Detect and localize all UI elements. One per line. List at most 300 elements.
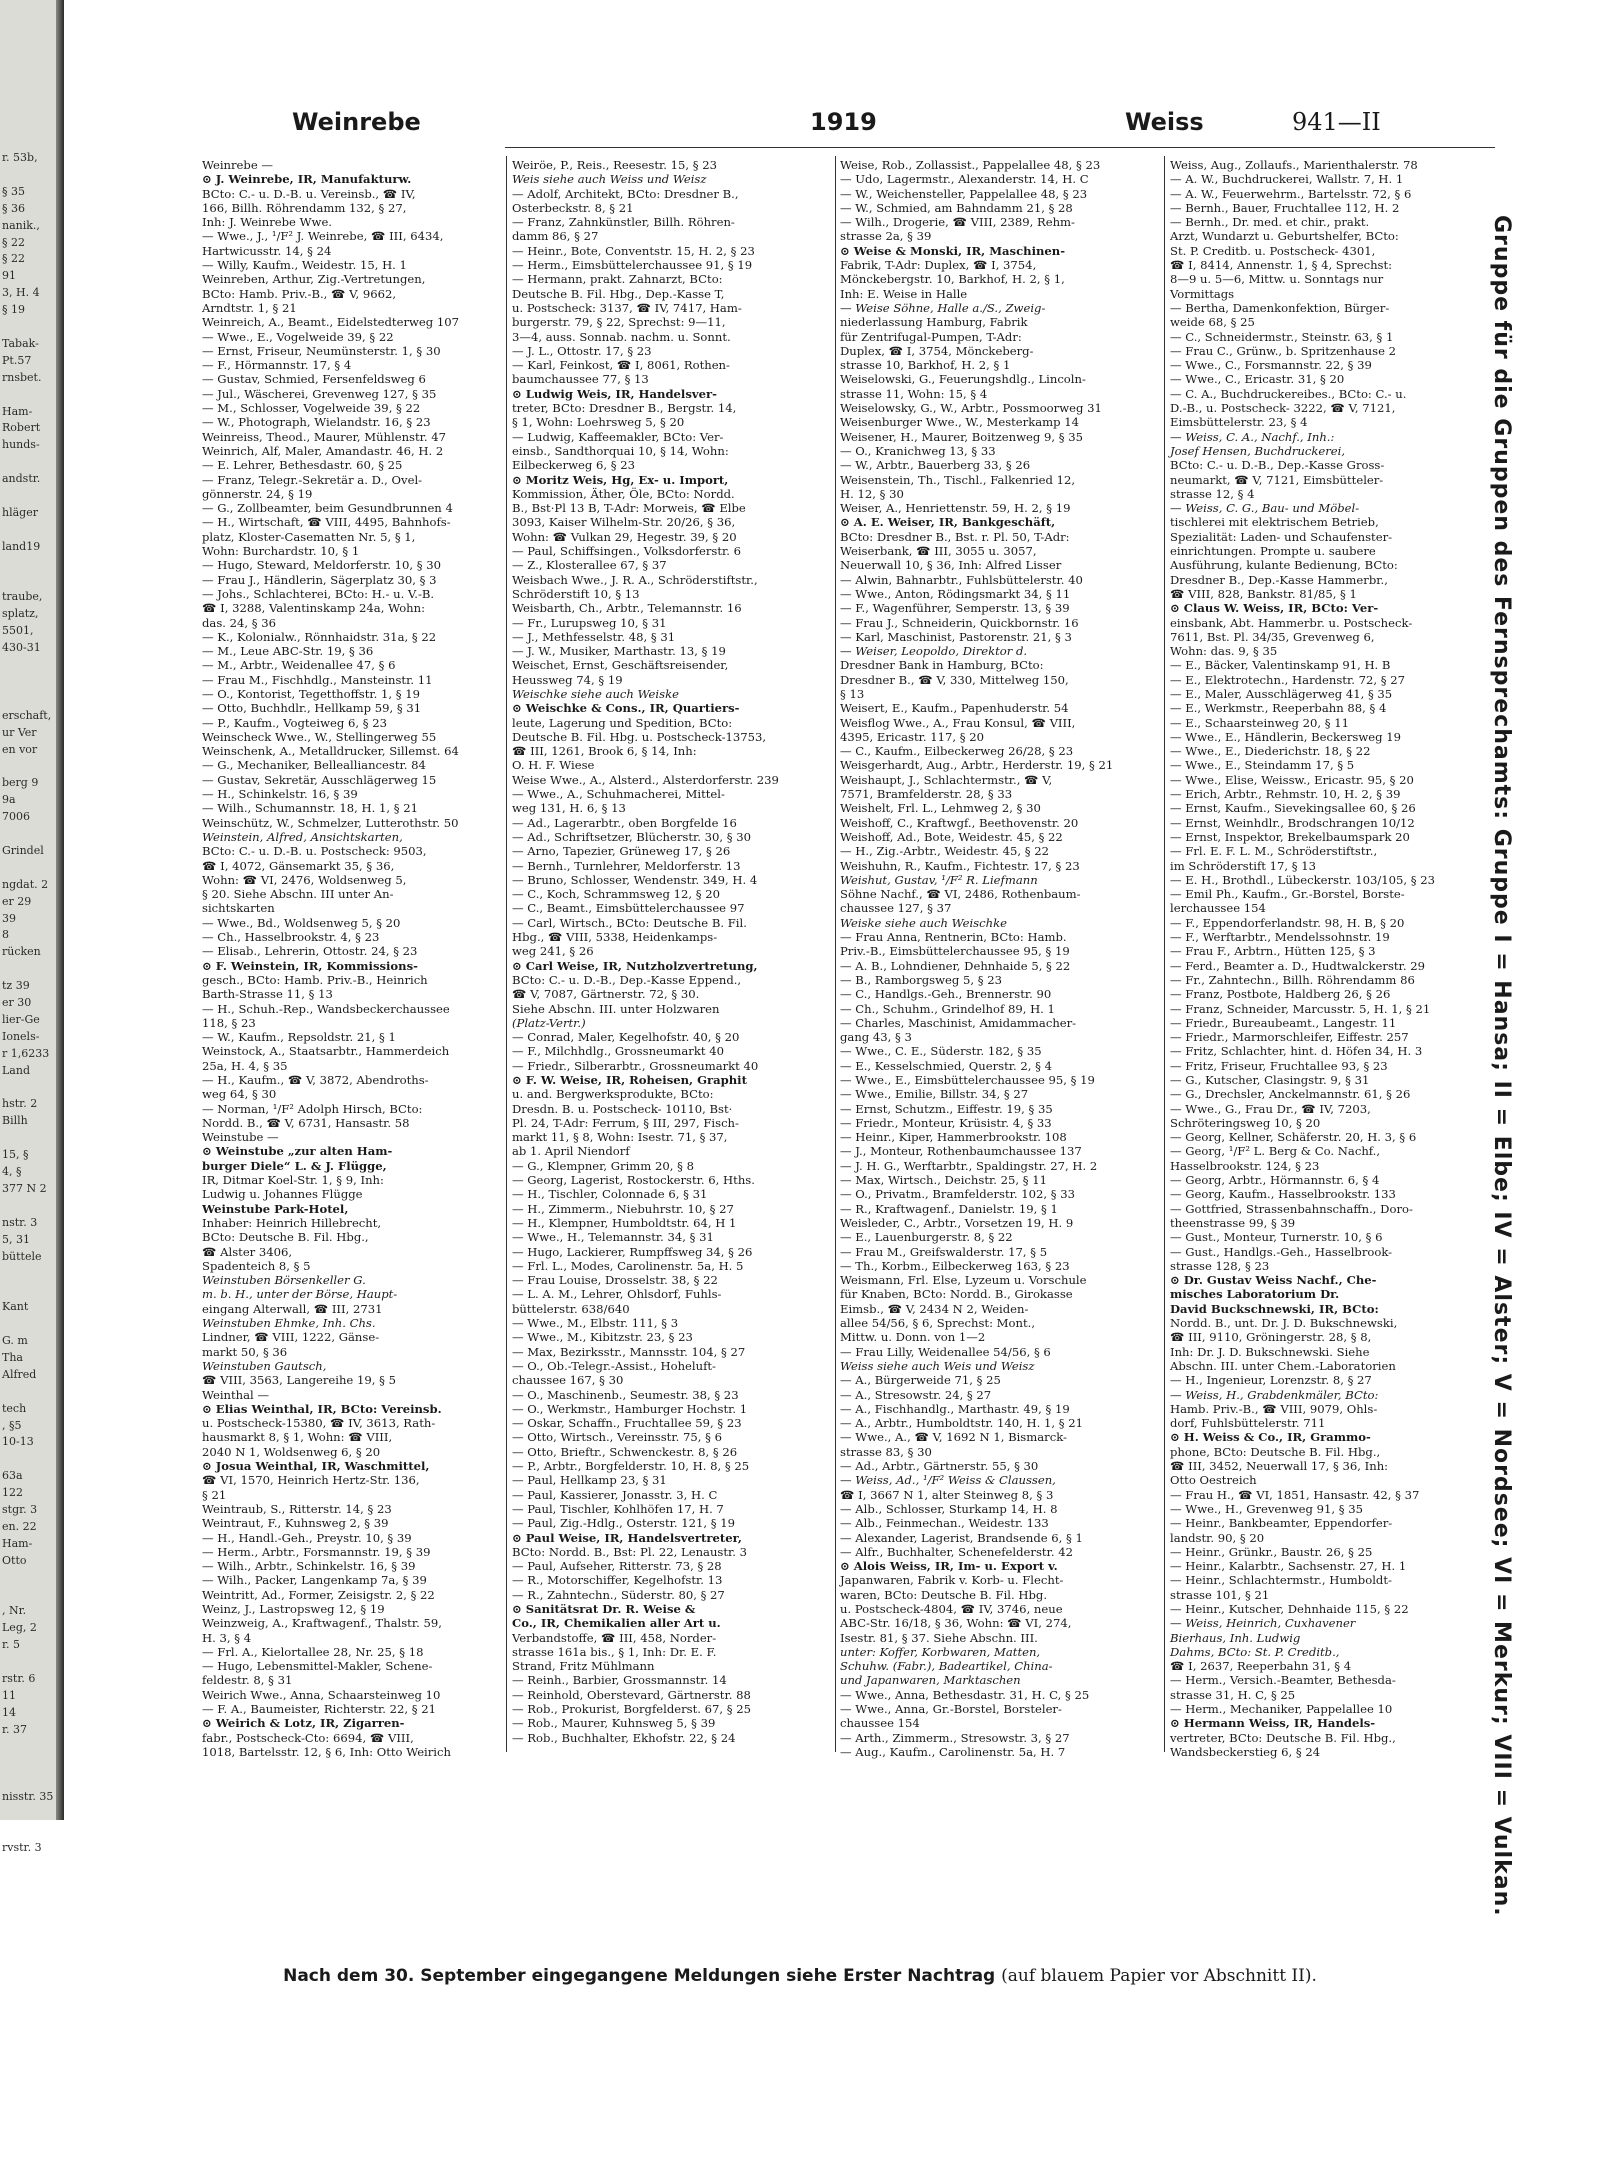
directory-entry: landstr. 90, § 20 <box>1170 1530 1265 1545</box>
directory-entry: Weinschütz, W., Schmelzer, Lutterothstr. 50 <box>202 815 459 830</box>
previous-page-fragment: 15, § <box>2 1148 29 1162</box>
directory-entry: für Zentrifugal-Pumpen, T-Adr: <box>840 329 1022 344</box>
directory-entry: — Weiser, Leopoldo, Direktor d. <box>840 644 1028 659</box>
directory-entry: theenstrasse 99, § 39 <box>1170 1215 1296 1230</box>
directory-entry: Weishuhn, R., Kaufm., Fichtestr. 17, § 23 <box>840 858 1080 873</box>
directory-entry: — Wwe., G., Frau Dr., ☎ IV, 7203, <box>1170 1101 1371 1116</box>
previous-page-fragment: r. 37 <box>2 1722 28 1736</box>
directory-entry: — G., Drechsler, Anckelmannstr. 61, § 26 <box>1170 1087 1411 1102</box>
directory-entry: — Ernst, Inspektor, Brekelbaumspark 20 <box>1170 829 1410 844</box>
directory-entry: — Bernh., Turnlehrer, Meldorferstr. 13 <box>512 858 741 873</box>
directory-entry: 3093, Kaiser Wilhelm-Str. 20/26, § 36, <box>512 515 736 530</box>
directory-entry: — Wwe., H., Grevenweg 91, § 35 <box>1170 1501 1363 1516</box>
previous-page-fragment: 5, 31 <box>2 1232 30 1246</box>
directory-entry: einrichtungen. Prompte u. saubere <box>1170 544 1376 559</box>
directory-entry: ☎ I, 3288, Valentinskamp 24a, Wohn: <box>202 601 426 616</box>
directory-entry: ⊙ Weirich & Lotz, IR, Zigarren- <box>202 1716 405 1731</box>
directory-entry: — Frl. A., Kielortallee 28, Nr. 25, § 18 <box>202 1644 424 1659</box>
previous-page-fragment: Tabak- <box>2 336 39 350</box>
directory-entry: — Rob., Buchhalter, Ekhofstr. 22, § 24 <box>512 1730 736 1745</box>
directory-entry: IR, Ditmar Koel-Str. 1, § 9, Inh: <box>202 1173 384 1188</box>
directory-entry: — Bertha, Damenkonfektion, Bürger- <box>1170 300 1390 315</box>
directory-entry: — Wwe., E., Vogelweide 39, § 22 <box>202 329 394 344</box>
directory-entry: ⊙ Dr. Gustav Weiss Nachf., Che- <box>1170 1273 1377 1288</box>
directory-entry: — Ad., Arbtr., Gärtnerstr. 55, § 30 <box>840 1459 1039 1474</box>
previous-page-fragment: en vor <box>2 742 38 756</box>
previous-page-fragment: nanik., <box>2 218 40 232</box>
previous-page-fragment: rnsbet. <box>2 370 42 384</box>
directory-entry: — Weiss, Heinrich, Cuxhavener <box>1170 1616 1356 1631</box>
directory-entry: — Ernst, Schutzm., Eiffestr. 19, § 35 <box>840 1101 1053 1116</box>
directory-entry: — C., Koch, Schrammsweg 12, § 20 <box>512 887 720 902</box>
directory-entry: — Hermann, prakt. Zahnarzt, BCto: <box>512 272 723 287</box>
directory-entry: ⊙ F. W. Weise, IR, Roheisen, Graphit <box>512 1073 747 1087</box>
directory-entry: das. 24, § 36 <box>202 615 277 630</box>
directory-entry: ☎ V, 7087, Gärtnerstr. 72, § 30. <box>512 987 700 1002</box>
directory-entry: — H., Schinkelstr. 16, § 39 <box>202 787 358 802</box>
directory-entry: büttelerstr. 638/640 <box>512 1301 630 1316</box>
previous-page-fragment: berg 9 <box>2 776 39 790</box>
directory-entry: — P., Kaufm., Vogteiweg 6, § 23 <box>202 715 387 730</box>
directory-entry: — E. H., Brothdl., Lübeckerstr. 103/105, § 23 <box>1170 872 1436 887</box>
directory-entry: Weinreben, Arthur, Zig.-Vertretungen, <box>202 272 426 287</box>
directory-entry: Weinstein, Alfred, Ansichtskarten, <box>202 829 403 844</box>
previous-page-fragment: Land <box>2 1063 30 1077</box>
directory-entry: — J., Monteur, Rothenbaumchaussee 137 <box>840 1144 1082 1159</box>
directory-entry: — A., Arbtr., Humboldtstr. 140, H. 1, § 21 <box>840 1416 1083 1431</box>
directory-entry: Co., IR, Chemikalien aller Art u. <box>512 1616 721 1631</box>
directory-entry: ☎ VI, 1570, Heinrich Hertz-Str. 136, <box>202 1473 420 1488</box>
directory-entry: burger Diele“ L. & J. Flügge, <box>202 1158 387 1173</box>
directory-entry: Heussweg 74, § 19 <box>512 672 623 687</box>
directory-entry: — G., Mechaniker, Bellealliancestr. 84 <box>202 758 426 773</box>
directory-entry: u. and. Bergwerksprodukte, BCto: <box>512 1087 714 1102</box>
footer-main: Nach dem 30. September eingegangene Meldungen siehe Erster Nachtrag <box>283 1966 996 1986</box>
directory-entry: Weisbarth, Ch., Arbtr., Telemannstr. 16 <box>512 601 742 616</box>
previous-page-fragment: er 29 <box>2 894 32 908</box>
directory-entry: strasse 12, § 4 <box>1170 486 1255 501</box>
directory-entry: — Wwe., Bd., Woldsenweg 5, § 20 <box>202 915 401 930</box>
directory-entry: Duplex, ☎ I, 3754, Mönckeberg- <box>840 343 1034 358</box>
directory-entry: Deutsche B. Fil. Hbg. u. Postscheck-13753, <box>512 729 767 744</box>
directory-entry: — Friedr., Monteur, Krüsistr. 4, § 33 <box>840 1115 1052 1130</box>
directory-entry: — Ernst, Kaufm., Sievekingsallee 60, § 26 <box>1170 801 1416 816</box>
directory-entry: u. Postscheck-4804, ☎ IV, 3746, neue <box>840 1601 1063 1616</box>
directory-entry: Dresdner B., Dep.-Kasse Hammerbr., <box>1170 572 1388 587</box>
column-divider <box>506 156 507 1752</box>
previous-page-fragment: § 36 <box>2 201 25 215</box>
directory-entry: — Gust., Monteur, Turnerstr. 10, § 6 <box>1170 1230 1383 1245</box>
directory-entry: — E. Lehrer, Bethesdastr. 60, § 25 <box>202 458 403 473</box>
directory-entry: — Paul, Tischler, Kohlhöfen 17, H. 7 <box>512 1501 724 1516</box>
directory-entry: — Conrad, Maler, Kegelhofstr. 40, § 20 <box>512 1030 740 1045</box>
directory-entry: — Adolf, Architekt, BCto: Dresdner B., <box>512 186 739 201</box>
directory-entry: ab 1. April Niendorf <box>512 1144 630 1159</box>
directory-entry: Weinschenk, A., Metalldrucker, Sillemst. 64 <box>202 744 459 759</box>
directory-entry: Arzt, Wundarzt u. Geburtshelfer, BCto: <box>1170 229 1399 244</box>
previous-page-fragment: traube, <box>2 590 43 604</box>
directory-entry: ⊙ Paul Weise, IR, Handelsvertreter, <box>512 1530 742 1545</box>
directory-entry: — Udo, Lagermstr., Alexanderstr. 14, H. C <box>840 172 1089 187</box>
directory-entry: Mittw. u. Donn. von 1—2 <box>840 1330 986 1345</box>
column-divider <box>835 156 836 1752</box>
directory-entry: — M., Leue ABC-Str. 19, § 36 <box>202 644 374 659</box>
previous-page-fragment: § 35 <box>2 184 25 198</box>
directory-entry: strasse 31, H. C, § 25 <box>1170 1687 1296 1702</box>
directory-entry: — C., Beamt., Eimsbüttelerchaussee 97 <box>512 901 745 916</box>
directory-entry: — Ernst, Weinhdlr., Brodschrangen 10/12 <box>1170 815 1415 830</box>
directory-entry: ☎ I, 3667 N 1, alter Steinweg 8, § 3 <box>840 1487 1054 1502</box>
directory-entry: Weisener, H., Maurer, Boitzenweg 9, § 35 <box>840 429 1083 444</box>
directory-entry: — Ludwig, Kaffeemakler, BCto: Ver- <box>512 429 724 444</box>
directory-entry: Siehe Abschn. III. unter Holzwaren <box>512 1001 720 1016</box>
directory-entry: — R., Motorschiffer, Kegelhofstr. 13 <box>512 1573 723 1588</box>
directory-entry: strasse 101, § 21 <box>1170 1587 1270 1602</box>
previous-page-fragment: 63a <box>2 1469 23 1483</box>
directory-entry: — Wwe., Emilie, Billstr. 34, § 27 <box>840 1087 1029 1102</box>
directory-entry: — Arth., Zimmerm., Stresowstr. 3, § 27 <box>840 1730 1070 1745</box>
directory-entry: — Wwe., A., ☎ V, 1692 N 1, Bismarck- <box>840 1430 1067 1445</box>
directory-entry: — Heinr., Kiper, Hammerbrookstr. 108 <box>840 1130 1067 1145</box>
directory-entry: Dresdner B., ☎ V, 330, Mittelweg 150, <box>840 672 1069 687</box>
directory-entry: — Heinr., Bankbeamter, Eppendorfer- <box>1170 1516 1393 1531</box>
previous-page-fragment: 430-31 <box>2 641 41 655</box>
directory-entry: Weinzweig, A., Kraftwagenf., Thalstr. 59, <box>202 1616 442 1631</box>
directory-entry: — Frau Louise, Drosselstr. 38, § 22 <box>512 1273 718 1288</box>
directory-entry: Weinstube Park-Hotel, <box>202 1201 349 1216</box>
directory-entry: ⊙ Josua Weinthal, IR, Waschmittel, <box>202 1459 430 1474</box>
directory-entry: — Herm., Arbtr., Forsmannstr. 19, § 39 <box>202 1544 431 1559</box>
directory-entry: — A. W., Buchdruckerei, Wallstr. 7, H. 1 <box>1170 172 1404 187</box>
directory-entry: — Wilh., Arbtr., Schinkelstr. 16, § 39 <box>202 1559 416 1574</box>
directory-entry: — O., Werkmstr., Hamburger Hochstr. 1 <box>512 1401 748 1416</box>
directory-entry: — Th., Korbm., Eilbeckerweg 163, § 23 <box>840 1258 1070 1273</box>
directory-entry: niederlassung Hamburg, Fabrik <box>840 315 1028 330</box>
directory-entry: ⊙ Alois Weiss, IR, Im- u. Export v. <box>840 1559 1058 1574</box>
directory-entry: Wohn: Burchardstr. 10, § 1 <box>202 544 360 559</box>
directory-entry: Weise Wwe., A., Alsterd., Alsterdorferstr. 239 <box>512 772 779 787</box>
directory-entry: — Johs., Schlachterei, BCto: H.- u. V.-B. <box>202 586 435 601</box>
previous-page-fragment: lier-Ge <box>2 1012 40 1026</box>
directory-entry: — Friedr., Marmorschleifer, Eiffestr. 257 <box>1170 1030 1409 1045</box>
previous-page-fragment: Kant <box>2 1300 29 1314</box>
directory-entry: Weiske siehe auch Weischke <box>840 915 1007 930</box>
directory-entry: ☎ I, 8414, Annenstr. 1, § 4, Sprechst: <box>1170 258 1393 273</box>
directory-entry: — Weiss, C. A., Nachf., Inh.: <box>1170 429 1335 444</box>
directory-entry: platz, Kloster-Casematten Nr. 5, § 1, <box>202 529 416 544</box>
directory-entry: — Rob., Maurer, Kuhnsweg 5, § 39 <box>512 1716 716 1731</box>
directory-entry: Hasselbrookstr. 124, § 23 <box>1170 1158 1320 1173</box>
directory-entry: Ausführung, kulante Bedienung, BCto: <box>1170 558 1398 573</box>
directory-entry: — Fritz, Friseur, Fruchtallee 93, § 23 <box>1170 1058 1388 1073</box>
previous-page-fragment: 3, H. 4 <box>2 286 40 300</box>
directory-entry: — Gust., Handlgs.-Geh., Hasselbrook- <box>1170 1244 1393 1259</box>
directory-entry: chaussee 127, § 37 <box>840 901 952 916</box>
directory-entry: — H., Klempner, Humboldtstr. 64, H 1 <box>512 1215 737 1230</box>
previous-page-fragment: Grindel <box>2 843 44 857</box>
header-year: 1919 <box>810 108 877 136</box>
directory-entry: Dresdner Bank in Hamburg, BCto: <box>840 658 1044 673</box>
directory-entry: — Wilh., Drogerie, ☎ VIII, 2389, Rehm- <box>840 215 1075 230</box>
directory-entry: — F., Wagenführer, Semperstr. 13, § 39 <box>840 601 1070 616</box>
directory-entry: — Frau Anna, Rentnerin, BCto: Hamb. <box>840 930 1067 945</box>
directory-entry: Weinreiss, Theod., Maurer, Mühlenstr. 47 <box>202 429 447 444</box>
directory-entry: — Hugo, Lebensmittel-Makler, Schene- <box>202 1659 433 1674</box>
directory-entry: Schröteringsweg 10, § 20 <box>1170 1115 1321 1130</box>
previous-page-fragment: Ham- <box>2 404 33 418</box>
directory-entry: Weinstube — <box>202 1130 279 1145</box>
directory-entry: chaussee 154 <box>840 1716 920 1731</box>
previous-page-fragment: , Nr. <box>2 1604 27 1618</box>
directory-entry: — J. H. G., Werftarbtr., Spaldingstr. 27, H. 2 <box>840 1158 1098 1173</box>
directory-entry: Pl. 24, T-Adr: Ferrum, § III, 297, Fisch- <box>512 1115 739 1130</box>
directory-entry: lerchaussee 154 <box>1170 901 1266 916</box>
directory-entry: — G., Zollbeamter, beim Gesundbrunnen 4 <box>202 501 453 516</box>
directory-entry: strasse 83, § 30 <box>840 1444 932 1459</box>
directory-entry: 7611, Bst. Pl. 34/35, Grevenweg 6, <box>1170 629 1375 644</box>
directory-entry: Weinreich, A., Beamt., Eidelstedterweg 107 <box>202 315 460 330</box>
directory-entry: Wohn: das. 9, § 35 <box>1170 644 1278 659</box>
previous-page-fragment: tech <box>2 1401 27 1415</box>
directory-entry: markt 50, § 36 <box>202 1344 288 1359</box>
directory-entry: misches Laboratorium Dr. <box>1170 1287 1340 1302</box>
directory-entry: ⊙ A. E. Weiser, IR, Bankgeschäft, <box>840 515 1056 530</box>
directory-entry: Weinscheck Wwe., W., Stellingerweg 55 <box>202 729 437 744</box>
directory-entry: — Gustav, Schmied, Fersenfeldsweg 6 <box>202 372 426 387</box>
directory-entry: — Elisab., Lehrerin, Ottostr. 24, § 23 <box>202 944 418 959</box>
directory-entry: — Friedr., Bureaubeamt., Langestr. 11 <box>1170 1015 1397 1030</box>
directory-entry: — W., Schmied, am Bahndamm 21, § 28 <box>840 200 1073 215</box>
directory-entry: Weintraub, S., Ritterstr. 14, § 23 <box>202 1501 392 1516</box>
directory-entry: ABC-Str. 16/18, § 36, Wohn: ☎ VI, 274, <box>840 1616 1072 1631</box>
directory-entry: — Jul., Wäscherei, Grevenweg 127, § 35 <box>202 386 437 401</box>
previous-page-fragment: tz 39 <box>2 979 30 993</box>
previous-page-fragment: 7006 <box>2 810 30 824</box>
directory-entry: — Georg, ¹/F² L. Berg & Co. Nachf., <box>1170 1144 1381 1159</box>
directory-entry: — Paul, Zig.-Hdlg., Osterstr. 121, § 19 <box>512 1516 736 1531</box>
directory-entry: Weinstuben Börsenkeller G. <box>202 1273 366 1288</box>
directory-entry: — A., Stresowstr. 24, § 27 <box>840 1387 992 1402</box>
directory-entry: Weiselowsky, G., W., Arbtr., Possmoorweg 31 <box>840 401 1102 416</box>
directory-entry: neumarkt, ☎ V, 7121, Eimsbütteler- <box>1170 472 1384 487</box>
directory-entry: Weinthal — <box>202 1387 270 1402</box>
directory-entry: ☎ I, 2637, Reeperbahn 31, § 4 <box>1170 1659 1352 1674</box>
directory-entry: ⊙ J. Weinrebe, IR, Manufakturw. <box>202 172 412 187</box>
directory-entry: — O., Ob.-Telegr.-Assist., Hoheluft- <box>512 1358 716 1373</box>
directory-entry: ☎ III, 9110, Gröningerstr. 28, § 8, <box>1170 1330 1372 1345</box>
directory-entry: — W., Weichensteller, Pappelallee 48, § 23 <box>840 186 1088 201</box>
directory-entry: ⊙ Weischke & Cons., IR, Quartiers- <box>512 701 740 716</box>
directory-entry: — H., Handl.-Geh., Preystr. 10, § 39 <box>202 1530 412 1545</box>
directory-entry: — M., Arbtr., Weidenallee 47, § 6 <box>202 658 396 673</box>
directory-entry: — Wilh., Schumannstr. 18, H. 1, § 21 <box>202 801 418 816</box>
directory-entry: — Arno, Tapezier, Grüneweg 17, § 26 <box>512 844 731 859</box>
directory-entry: Nordd. B., unt. Dr. J. D. Bukschnewski, <box>1170 1316 1398 1331</box>
directory-entry: Osterbeckstr. 8, § 21 <box>512 200 634 215</box>
directory-entry: — Wwe., M., Kibitzstr. 23, § 23 <box>512 1330 693 1345</box>
directory-entry: BCto: C.- u. D.-B., Dep.-Kasse Eppend., <box>512 972 742 987</box>
directory-entry: — Rob., Prokurist, Borgfelderst. 67, § 25 <box>512 1702 751 1717</box>
directory-entry: m. b. H., unter der Börse, Haupt- <box>202 1287 398 1302</box>
directory-entry: Barth-Strasse 11, § 13 <box>202 987 333 1002</box>
directory-entry: — Weiss, C. G., Bau- und Möbel- <box>1170 501 1360 516</box>
directory-entry: — Wwe., H., Telemannstr. 34, § 31 <box>512 1230 714 1245</box>
previous-page-fragment: r. 5 <box>2 1638 21 1652</box>
directory-entry: Kommission, Äther, Öle, BCto: Nordd. <box>512 486 735 501</box>
previous-page-fragment: , §5 <box>2 1418 22 1432</box>
telephone-group-legend <box>1478 215 1522 1917</box>
directory-entry: — W., Arbtr., Bauerberg 33, § 26 <box>840 458 1031 473</box>
previous-page-fragment: 4, § <box>2 1165 22 1178</box>
directory-entry: — O., Kontorist, Tegetthoffstr. 1, § 19 <box>202 686 421 701</box>
directory-entry: Weiröe, P., Reis., Reesestr. 15, § 23 <box>512 158 717 172</box>
directory-entry: Ludwig u. Johannes Flügge <box>202 1187 363 1202</box>
directory-entry: ☎ I, 4072, Gänsemarkt 35, § 36, <box>202 858 395 873</box>
previous-page-fragment: r. 53b, <box>2 151 38 164</box>
previous-page-fragment: 14 <box>2 1705 16 1719</box>
directory-entry: — Charles, Maschinist, Amidammacher- <box>840 1015 1077 1030</box>
previous-page-fragment: 5501, <box>2 624 34 638</box>
directory-entry: — R., Kraftwagenf., Danielstr. 19, § 1 <box>840 1201 1058 1216</box>
directory-entry: — Erich, Arbtr., Rehmstr. 10, H. 2, § 39 <box>1170 787 1401 802</box>
directory-entry: — E., Lauenburgerstr. 8, § 22 <box>840 1230 1013 1245</box>
directory-entry: ☎ III, 1261, Brook 6, § 14, Inh: <box>512 744 697 759</box>
previous-page-fragment: hläger <box>2 505 38 519</box>
directory-entry: BCto: Dresdner B., Bst. r. Pl. 50, T-Adr: <box>840 529 1070 544</box>
telephone-group-legend-text: Gruppe für die Gruppen des Fernsprechamts: Gruppe I = Hansa; II = Elbe; IV = Alster; V = Nordsee; VI = Merkur; VIII = Vulkan. <box>1489 215 1514 1917</box>
previous-page-fragment: § 19 <box>2 303 25 317</box>
directory-entry: David Buckschnewski, IR, BCto: <box>1170 1301 1379 1316</box>
directory-entry: treter, BCto: Dresdner B., Bergstr. 14, <box>512 401 737 416</box>
directory-entry: ⊙ Moritz Weis, Hg, Ex- u. Import, <box>512 472 729 487</box>
directory-entry: — F. A., Baumeister, Richterstr. 22, § 21 <box>202 1702 436 1717</box>
directory-entry: — P., Arbtr., Borgfelderstr. 10, H. 8, § 25 <box>512 1459 750 1474</box>
directory-entry: Weinstuben Ehmke, Inh. Chs. <box>202 1316 376 1331</box>
page-number: 941—II <box>1292 108 1381 136</box>
directory-entry: — Gottfried, Strassenbahnschaffn., Doro- <box>1170 1201 1413 1216</box>
directory-entry: — Herm., Eimsbüttelerchaussee 91, § 19 <box>512 258 753 273</box>
directory-entry: vertreter, BCto: Deutsche B. Fil. Hbg., <box>1170 1730 1396 1745</box>
directory-entry: Weintritt, Ad., Former, Zeisigstr. 2, § 22 <box>202 1587 435 1602</box>
directory-entry: — Willy, Kaufm., Weidestr. 15, H. 1 <box>202 258 407 273</box>
directory-entry: Eimsbüttelerstr. 23, § 4 <box>1170 415 1308 430</box>
directory-entry: ⊙ Hermann Weiss, IR, Handels- <box>1170 1716 1376 1731</box>
directory-entry: — Georg, Kaufm., Hasselbrookstr. 133 <box>1170 1187 1396 1202</box>
directory-entry: Weisenburger Wwe., W., Mesterkamp 14 <box>840 415 1079 430</box>
directory-entry: damm 86, § 27 <box>512 229 599 244</box>
directory-entry: — Weiss, H., Grabdenkmäler, BCto: <box>1170 1387 1379 1402</box>
directory-entry: — F., Eppendorferlandstr. 98, H. B, § 20 <box>1170 915 1405 930</box>
directory-entry: weg 64, § 30 <box>202 1087 277 1102</box>
previous-page-edge <box>0 0 62 1854</box>
directory-entry: — Franz, Zahnkünstler, Billh. Röhren- <box>512 215 735 230</box>
directory-entry: ☎ Alster 3406, <box>202 1244 293 1259</box>
previous-page-fragment: Pt.57 <box>2 353 32 367</box>
directory-entry: sichtskarten <box>202 901 275 916</box>
directory-entry: strasse 128, § 23 <box>1170 1258 1270 1273</box>
directory-entry: und Japanwaren, Marktaschen <box>840 1673 1021 1688</box>
directory-entry: Arndtstr. 1, § 21 <box>202 300 297 315</box>
directory-entry: 25a, H. 4, § 35 <box>202 1058 288 1073</box>
directory-entry: Inhaber: Heinrich Hillebrecht, <box>202 1215 382 1230</box>
directory-entry: — Paul, Hellkamp 23, § 31 <box>512 1473 667 1488</box>
directory-entry: — Weise Söhne, Halle a./S., Zweig- <box>840 300 1046 315</box>
directory-entry: B., Bst·Pl 13 B, T-Adr: Morweis, ☎ Elbe <box>512 501 746 516</box>
directory-entry: Weisleder, C., Arbtr., Vorsetzen 19, H. 9 <box>840 1215 1074 1230</box>
directory-entry: — Paul, Kassierer, Jonasstr. 3, H. C <box>512 1487 718 1502</box>
directory-entry: — H., Ingenieur, Lorenzstr. 8, § 27 <box>1170 1373 1372 1388</box>
directory-entry: — F., Werftarbtr., Mendelssohnstr. 19 <box>1170 930 1390 945</box>
header-right-keyword: Weiss <box>1125 108 1204 136</box>
directory-entry: Inh: E. Weise in Halle <box>840 286 968 301</box>
directory-entry: BCto: Hamb. Priv.-B., ☎ V, 9662, <box>202 286 397 301</box>
directory-entry: — Frau J., Schneiderin, Quickbornstr. 16 <box>840 615 1079 630</box>
directory-entry: Fabrik, T-Adr: Duplex, ☎ I, 3754, <box>840 258 1037 273</box>
directory-entry: (Platz-Vertr.) <box>512 1015 586 1030</box>
directory-entry: Weisert, E., Kaufm., Papenhuderstr. 54 <box>840 701 1069 716</box>
previous-page-fragment: Billh <box>2 1114 28 1128</box>
directory-entry: Weisflog Wwe., A., Frau Konsul, ☎ VIII, <box>840 715 1076 730</box>
previous-page-fragment: 10-13 <box>2 1435 34 1449</box>
directory-entry: — Reinh., Barbier, Grossmannstr. 14 <box>512 1673 727 1688</box>
directory-entry: strasse 2a, § 39 <box>840 229 932 244</box>
directory-entry: Nordd. B., ☎ V, 6731, Hansastr. 58 <box>202 1115 410 1130</box>
directory-entry: — Gustav, Sekretär, Ausschlägerweg 15 <box>202 772 437 787</box>
directory-entry: Mönckebergstr. 10, Barkhof, H. 2, § 1, <box>840 272 1065 287</box>
directory-entry: — Ferd., Beamter a. D., Hudtwalckerstr. 29 <box>1170 958 1425 973</box>
directory-entry: — Frau M., Greifswalderstr. 17, § 5 <box>840 1244 1048 1259</box>
previous-page-fragment: ngdat. 2 <box>2 877 49 891</box>
directory-entry: ⊙ H. Weiss & Co., IR, Grammo- <box>1170 1430 1371 1445</box>
directory-entry: — H., Kaufm., ☎ V, 3872, Abendroths- <box>202 1073 429 1087</box>
directory-entry: § 21 <box>202 1487 227 1502</box>
directory-entry: Weirich Wwe., Anna, Schaarsteinweg 10 <box>202 1687 441 1702</box>
directory-entry: unter: Koffer, Korbwaren, Matten, <box>840 1644 1041 1659</box>
directory-entry: Weiserbank, ☎ III, 3055 u. 3057, <box>840 544 1037 559</box>
previous-page-fragment: rvstr. 3 <box>2 1841 42 1854</box>
directory-entry: — Georg, Arbtr., Hörmannstr. 6, § 4 <box>1170 1173 1380 1188</box>
previous-page-fragment: 9a <box>2 793 16 807</box>
directory-entry: 1018, Bartelsstr. 12, § 6, Inh: Otto Weirich <box>202 1744 451 1759</box>
directory-entry: Weiss siehe auch Weis und Weisz <box>840 1358 1035 1373</box>
directory-entry: gang 43, § 3 <box>840 1030 912 1045</box>
directory-entry: — G., Klempner, Grimm 20, § 8 <box>512 1158 694 1173</box>
previous-page-fragment: büttele <box>2 1249 42 1263</box>
directory-entry: — H., Zig.-Arbtr., Weidestr. 45, § 22 <box>840 844 1049 859</box>
directory-entry: — Frau Lilly, Weidenallee 54/56, § 6 <box>840 1344 1051 1359</box>
directory-entry: hausmarkt 8, § 1, Wohn: ☎ VIII, <box>202 1430 393 1445</box>
directory-entry: Wohn: ☎ Vulkan 29, Hegestr. 39, § 20 <box>512 529 737 544</box>
directory-entry: feldestr. 8, § 31 <box>202 1673 293 1688</box>
directory-entry: Schuhw. (Fabr.), Badeartikel, China- <box>840 1659 1053 1674</box>
directory-entry: — Norman, ¹/F² Adolph Hirsch, BCto: <box>202 1101 423 1116</box>
directory-entry: Inh: Dr. J. D. Bukschnewski. Siehe <box>1170 1344 1370 1359</box>
previous-page-fragment: land19 <box>2 539 41 553</box>
directory-entry: eingang Alterwall, ☎ III, 2731 <box>202 1301 383 1316</box>
directory-entry: — W., Kaufm., Repsoldstr. 21, § 1 <box>202 1030 396 1045</box>
previous-page-fragment: § 22 <box>2 235 25 249</box>
directory-entry: ☎ VIII, 828, Bankstr. 81/85, § 1 <box>1170 586 1357 601</box>
directory-entry: — Karl, Feinkost, ☎ I, 8061, Rothen- <box>512 358 730 373</box>
previous-page-fragment: hstr. 2 <box>2 1097 38 1111</box>
directory-entry: leute, Lagerung und Spedition, BCto: <box>512 715 733 730</box>
previous-page-fragment: 377 N 2 <box>2 1181 47 1195</box>
directory-entry: Weishoff, Ad., Bote, Weidestr. 45, § 22 <box>840 829 1063 844</box>
directory-entry: — Fr., Zahntechn., Billh. Röhrendamm 86 <box>1170 972 1415 987</box>
directory-entry: einsbank, Abt. Hammerbr. u. Postscheck- <box>1170 615 1413 630</box>
directory-entry: — H., Schuh.-Rep., Wandsbeckerchaussee <box>202 1001 450 1016</box>
previous-page-fragment: rücken <box>2 945 41 959</box>
